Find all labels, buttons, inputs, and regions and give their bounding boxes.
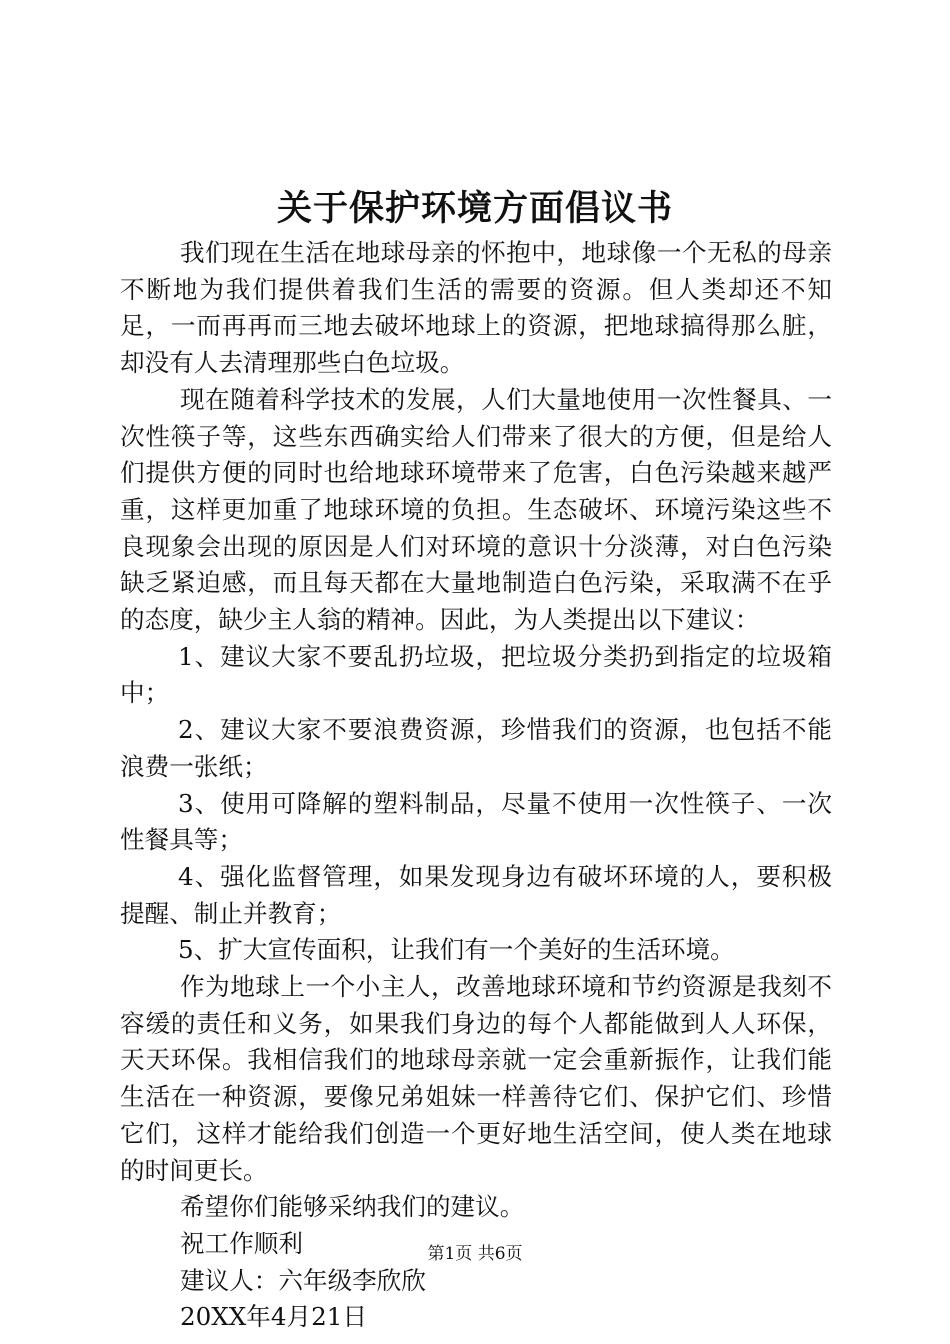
document-title: 关于保护环境方面倡议书 [276,188,673,229]
signer-line: 建议人：六年级李欣欣 [180,1265,426,1295]
paragraph-intro: 我们现在生活在地球母亲的怀抱中，地球像一个无私的母亲不断地为我们提供着我们生活的需要的资源。但人类却还不知足，一而再再而三地去破坏地球上的资源，把地球搞得那么脏，却没有人去清理那些白色垃圾。 [120,238,832,378]
page-number-footer: 第1页 共6页 [427,1244,523,1264]
paragraph-problem: 现在随着科学技术的发展，人们大量地使用一次性餐具、一次性筷子等，这些东西确实给人们带来了很大的方便，但是给人们提供方便的同时也给地球环境带来了危害，白色污染越来越严重，这样更加重了地球环境的负担。生态破坏、环境污染这些不良现象会出现的原因是人们对环境的意识十分淡薄，对白色污染缺乏紧迫感，而且每天都在大量地制造白色污染，采取满不在乎的态度，缺少主人翁的精神。因此，为人类提出以下建议： [120,384,832,635]
date-line: 20XX年4月21日 [180,1302,368,1332]
suggestion-item-1: 1、建议大家不要乱扔垃圾，把垃圾分类扔到指定的垃圾箱中； [120,641,832,708]
suggestion-item-4: 4、强化监督管理，如果发现身边有破坏环境的人，要积极提醒、制止并教育； [120,861,832,928]
suggestion-item-2: 2、建议大家不要浪费资源，珍惜我们的资源，也包括不能浪费一张纸； [120,715,832,781]
hope-line: 希望你们能够采纳我们的建议。 [180,1192,525,1222]
paragraph-closing: 作为地球上一个小主人，改善地球环境和节约资源是我刻不容缓的责任和义务，如果我们身边的每个人都能做到人人环保，天天环保。我相信我们的地球母亲就一定会重新振作，让我们能生活在一种资源，要像兄弟姐妹一样善待它们、保护它们、珍惜它们，这样才能给我们创造一个更好地生活空间，使人类在地球的时间更长。 [120,972,832,1185]
suggestion-item-3: 3、使用可降解的塑料制品，尽量不使用一次性筷子、一次性餐具等； [120,788,832,855]
document-body [120,235,832,1336]
wish-line: 祝工作顺利 [180,1228,303,1258]
suggestion-item-5: 5、扩大宣传面积，让我们有一个美好的生活环境。 [178,935,735,965]
